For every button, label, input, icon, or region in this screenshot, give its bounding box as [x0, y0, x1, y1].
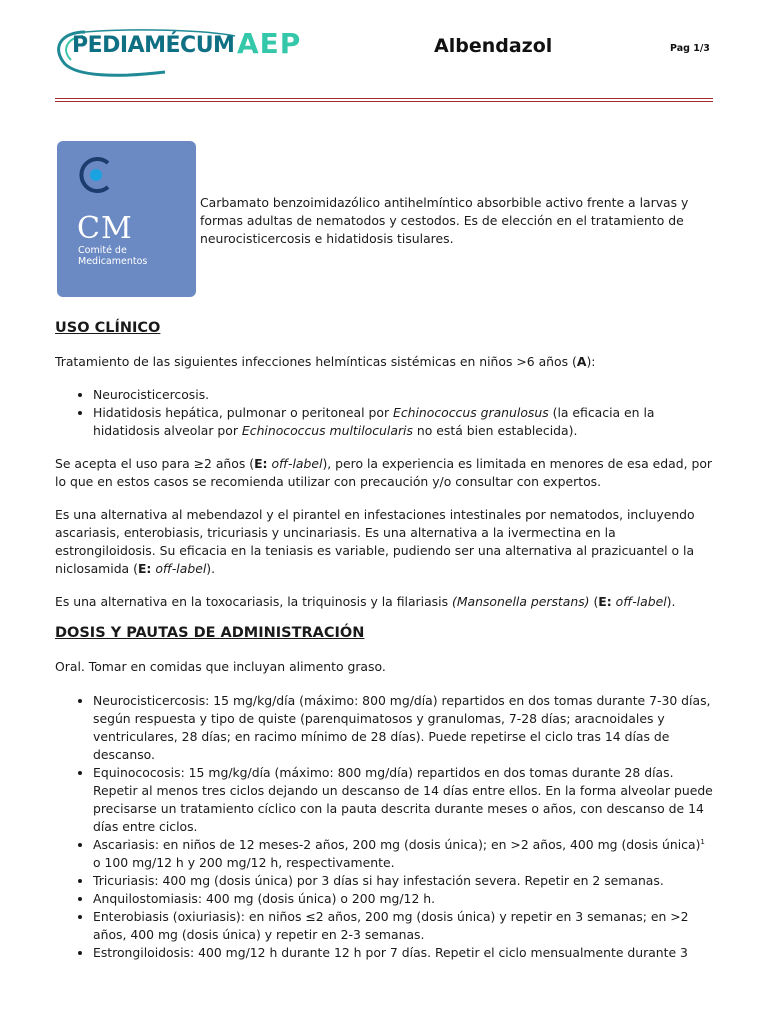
list-item: • Neurocisticercosis. — [93, 386, 715, 404]
pediamecum-logo — [55, 28, 305, 78]
logo-text: PEDIAMÉCUM — [72, 33, 235, 58]
cm-committee-logo — [57, 141, 196, 297]
header-rule-secondary — [55, 101, 713, 102]
cm-subtitle-line2: Medicamentos — [78, 256, 148, 267]
list-item: • Tricuriasis: 400 mg (dosis única) por 3 días si hay infestación severa. Repetir en 2 semanas. — [93, 872, 715, 890]
cm-letters: CM — [77, 211, 133, 246]
logo-accent: AEP — [237, 27, 302, 60]
dosis-list — [55, 692, 715, 962]
uso-paragraph-1: Tratamiento de las siguientes infecciones helmínticas sistémicas en niños >6 años (A): — [55, 354, 596, 369]
cm-circle-icon — [75, 155, 115, 195]
header-rule — [55, 98, 713, 99]
intro-paragraph: Carbamato benzoimidazólico antihelmíntico absorbible activo frente a larvas y formas adultas de nematodos y cestodos. Es de elección en el tratamiento de neurocisticercosis e hidatidosis tisulares. — [200, 195, 689, 246]
list-item: • Neurocisticercosis: 15 mg/kg/día (máximo: 800 mg/día) repartidos en dos tomas durante 7-30 días, según respuesta y tipo de quiste (parenquimatosos y granulomas, 7-28 días; aracnoidales y ventriculares, 28 días; en racimo mínimo de 28 días). Puede repetirse el ciclo tras 14 días de descanso. — [93, 692, 715, 764]
list-item: • Ascariasis: en niños de 12 meses-2 años, 200 mg (dosis única); en >2 años, 400 mg (dosis única)$^1$ o 100 mg/12 h y 200 mg/12 h, respectivamente. — [93, 836, 715, 872]
uso-paragraph-4: Es una alternativa en la toxocariasis, la triquinosis y la filariasis (Mansonella perstans) (E: off-label). — [55, 594, 676, 609]
dosis-paragraph-1: Oral. Tomar en comidas que incluyan alimento graso. — [55, 659, 386, 674]
list-item: • Estrongiloidosis: 400 mg/12 h durante 12 h por 7 días. Repetir el ciclo mensualmente durante 3 — [93, 944, 715, 962]
document-body — [55, 318, 715, 962]
page-header — [0, 0, 768, 100]
cm-subtitle-line1: Comité de — [78, 245, 127, 256]
list-item: • Enterobiasis (oxiuriasis): en niños ≤2 años, 200 mg (dosis única) y repetir en 3 semanas; en >2 años, 400 mg (dosis única) y repetir en 2-3 semanas. — [93, 908, 715, 944]
uso-paragraph-3: Es una alternativa al mebendazol y el pirantel en infestaciones intestinales por nematodos, incluyendo ascariasis, enterobiasis, tricuriasis y uncinariasis. Es una alternativa a la ivermectina en la estrongiloidosis. Su eficacia en la teniasis es variable, pudiendo ser una alternativa al prazicuantel o la niclosamida (E: off-label). — [55, 507, 695, 576]
list-item: • Equinococosis: 15 mg/kg/día (máximo: 800 mg/día) repartidos en dos tomas durante 28 días. Repetir al menos tres ciclos dejando un descanso de 14 días entre ellos. En la forma alveolar puede precisarse un tratamiento cíclico con la pauta descrita durante meses o años, con descanso de 14 días entre ciclos. — [93, 764, 715, 836]
uso-paragraph-2: Se acepta el uso para ≥2 años (E: off-label), pero la experiencia es limitada en menores de esa edad, por lo que en estos casos se recomienda utilizar con precaución y/o consultar con expertos. — [55, 456, 713, 489]
document-title: Albendazol — [434, 35, 553, 57]
section-heading-dosis: DOSIS Y PAUTAS DE ADMINISTRACIÓN — [55, 625, 365, 641]
uso-list — [55, 386, 715, 440]
list-item: • Hidatidosis hepática, pulmonar o peritoneal por Echinococcus granulosus (la eficacia en la hidatidosis alveolar por Echinococcus multilocularis no está bien establecida). — [93, 404, 715, 440]
list-item: • Anquilostomiasis: 400 mg (dosis única) o 200 mg/12 h. — [93, 890, 715, 908]
section-heading-uso-clinico: USO CLÍNICO — [55, 320, 161, 336]
page-number: Pag 1/3 — [670, 43, 710, 54]
